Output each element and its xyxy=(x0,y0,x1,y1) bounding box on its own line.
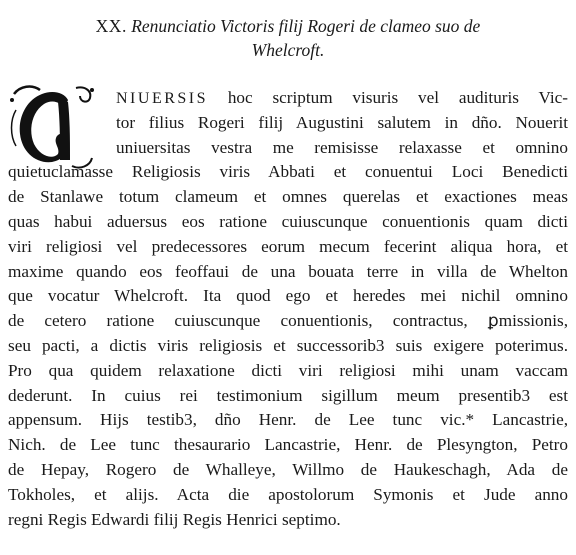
text-line: Tokholes, et alijs. Acta die apostolorum Symonis et Jude anno xyxy=(8,484,568,504)
heading-line-1 xyxy=(0,14,576,38)
text-line: de cetero ratione cuiuscunque conuentionis, contractus, ꝑmissionis, xyxy=(8,311,568,331)
charter-number: XX. xyxy=(95,16,127,36)
text-line: uniuersitas vestra me remisisse relaxasse et omnino xyxy=(116,137,568,157)
document-heading xyxy=(0,14,576,62)
text-line: NIUERSIS hoc scriptum visuris vel audituris Vic- xyxy=(116,88,568,107)
opening-word: NIUERSIS xyxy=(116,90,209,107)
text-line: dederunt. In cuius rei testimonium sigillum meum presentib3 est xyxy=(8,385,568,405)
text-line: appensum. Hijs testib3, dño Henr. de Lee tunc vic.* Lancastrie, xyxy=(8,410,568,430)
text-line: regni Regis Edwardi filij Regis Henrici septimo. xyxy=(8,509,341,529)
text-line: viri religiosi vel predecessores eorum mecum fecerint aliqua hora, et xyxy=(8,236,568,256)
text-line: quas habui aduersus eos ratione cuiuscunque conuentionis quam dicti xyxy=(8,211,568,231)
charter-title-part-1: Renunciatio Victoris filij Rogeri de clameo suo de xyxy=(131,16,481,36)
charter-body xyxy=(8,86,568,532)
text-line: seu pacti, a dictis viris religiosis et successorib3 suis exigere poterimus. xyxy=(8,335,568,355)
charter-title-part-2: Whelcroft. xyxy=(251,40,325,60)
text-line: Pro qua quidem relaxatione dicti viri religiosi mihi unam vaccam xyxy=(8,360,568,380)
text-line: Nich. de Lee tunc thesaurario Lancastrie, Henr. de Plesyngton, Petro xyxy=(8,435,568,455)
text-line: de Stanlawe totum clameum et omnes querelas et exactiones meas xyxy=(8,187,568,207)
text-line: quietuclamasse Religiosis viris Abbati et conuentui Loci Benedicti xyxy=(8,162,568,182)
text-line: que vocatur Whelcroft. Ita quod ego et heredes mei nichil omnino xyxy=(8,286,568,306)
text-line: de Hepay, Rogero de Whalleye, Willmo de Haukeschagh, Ada de xyxy=(8,459,568,479)
text-line: tor filius Rogeri filij Augustini salutem in dño. Nouerit xyxy=(116,112,568,132)
text-line: maxime quando eos feoffaui de una bouata terre in villa de Whelton xyxy=(8,261,568,281)
